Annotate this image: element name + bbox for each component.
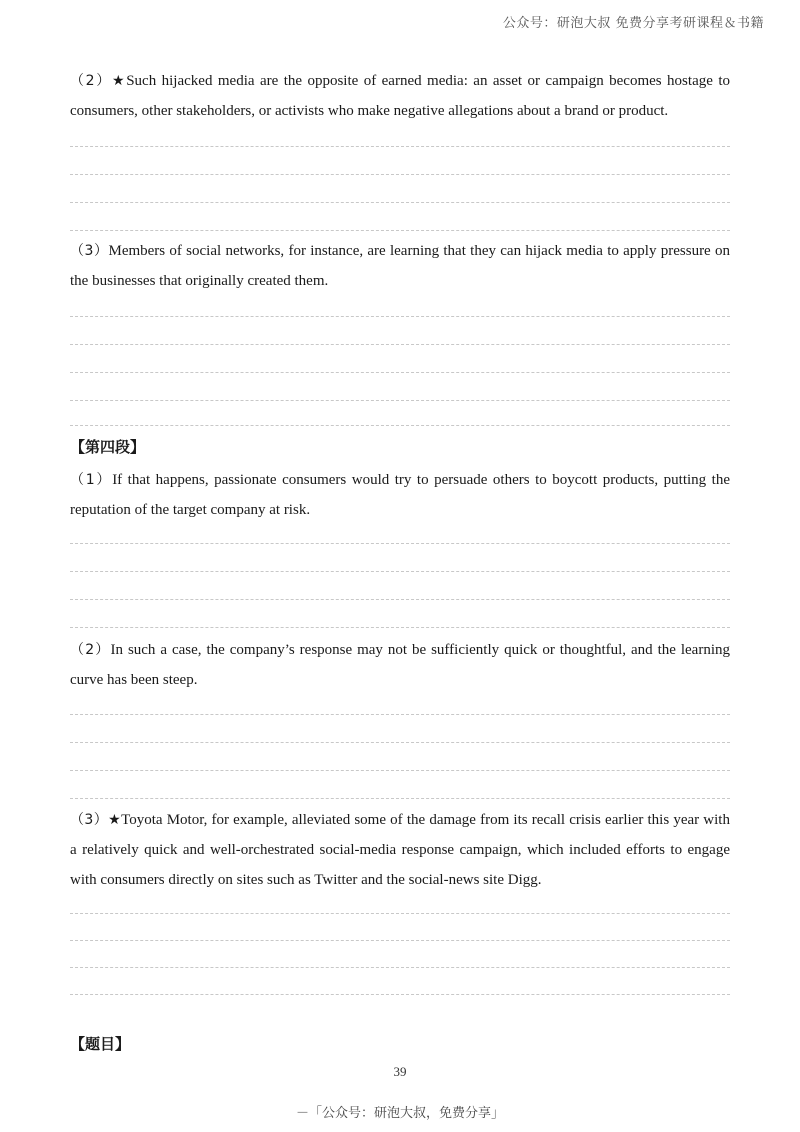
writing-line [70,967,730,968]
writing-line [70,798,730,799]
footer-watermark: －「公众号：研泡大叔，免费分享」 [295,1106,504,1121]
writing-line [70,400,730,401]
sentence-paragraph [70,66,730,126]
section-heading: 【题目】 [70,1035,131,1053]
writing-line [70,316,730,317]
sentence-text: Toyota Motor, for example, alleviated some of the damage from its recall crisis earlier this year with a relatively quick and well-orchestrated social-media response campaign, which included efforts to engage with consumers directly on sites such as Twitter and the social-news site Digg. [70,812,730,888]
writing-line [70,202,730,203]
writing-line [70,742,730,743]
page-number: 39 [393,1064,407,1079]
writing-line [70,344,730,345]
writing-line [70,994,730,995]
writing-line [70,425,730,426]
star-icon: ★ [111,73,127,89]
sentence-paragraph [70,236,730,296]
sentence-text: In such a case, the company’s response may not be sufficiently quick or thoughtful, and the learning curve has been steep. [70,642,730,688]
sentence-text: If that happens, passionate consumers would try to persuade others to boycott products, putting the reputation of the target company at risk. [70,472,730,518]
sentence-text: Members of social networks, for instance, are learning that they can hijack media to apply pressure on the businesses that originally created them. [70,243,730,289]
sentence-paragraph [70,635,730,695]
writing-line [70,913,730,914]
writing-line [70,146,730,147]
writing-line [70,714,730,715]
writing-line [70,940,730,941]
section-heading: 【第四段】 [70,438,146,456]
sentence-number: （3） [70,243,109,259]
writing-line [70,571,730,572]
writing-line [70,770,730,771]
header-watermark: 公众号：研泡大叔 免费分享考研课程＆书籍 [502,16,764,31]
sentence-number: （1） [70,472,113,488]
sentence-number: （3） [70,812,109,828]
sentence-number: （2） [70,73,112,89]
sentence-paragraph [70,465,730,525]
sentence-number: （2） [70,642,111,658]
writing-line [70,372,730,373]
writing-line [70,543,730,544]
sentence-text: Such hijacked media are the opposite of earned media: an asset or campaign becomes hostage to consumers, other stakeholders, or activists who make negative allegations about a brand or product. [70,73,730,119]
writing-line [70,174,730,175]
sentence-paragraph [70,805,730,895]
writing-line [70,599,730,600]
star-icon: ★ [108,812,122,828]
writing-line [70,230,730,231]
writing-line [70,627,730,628]
